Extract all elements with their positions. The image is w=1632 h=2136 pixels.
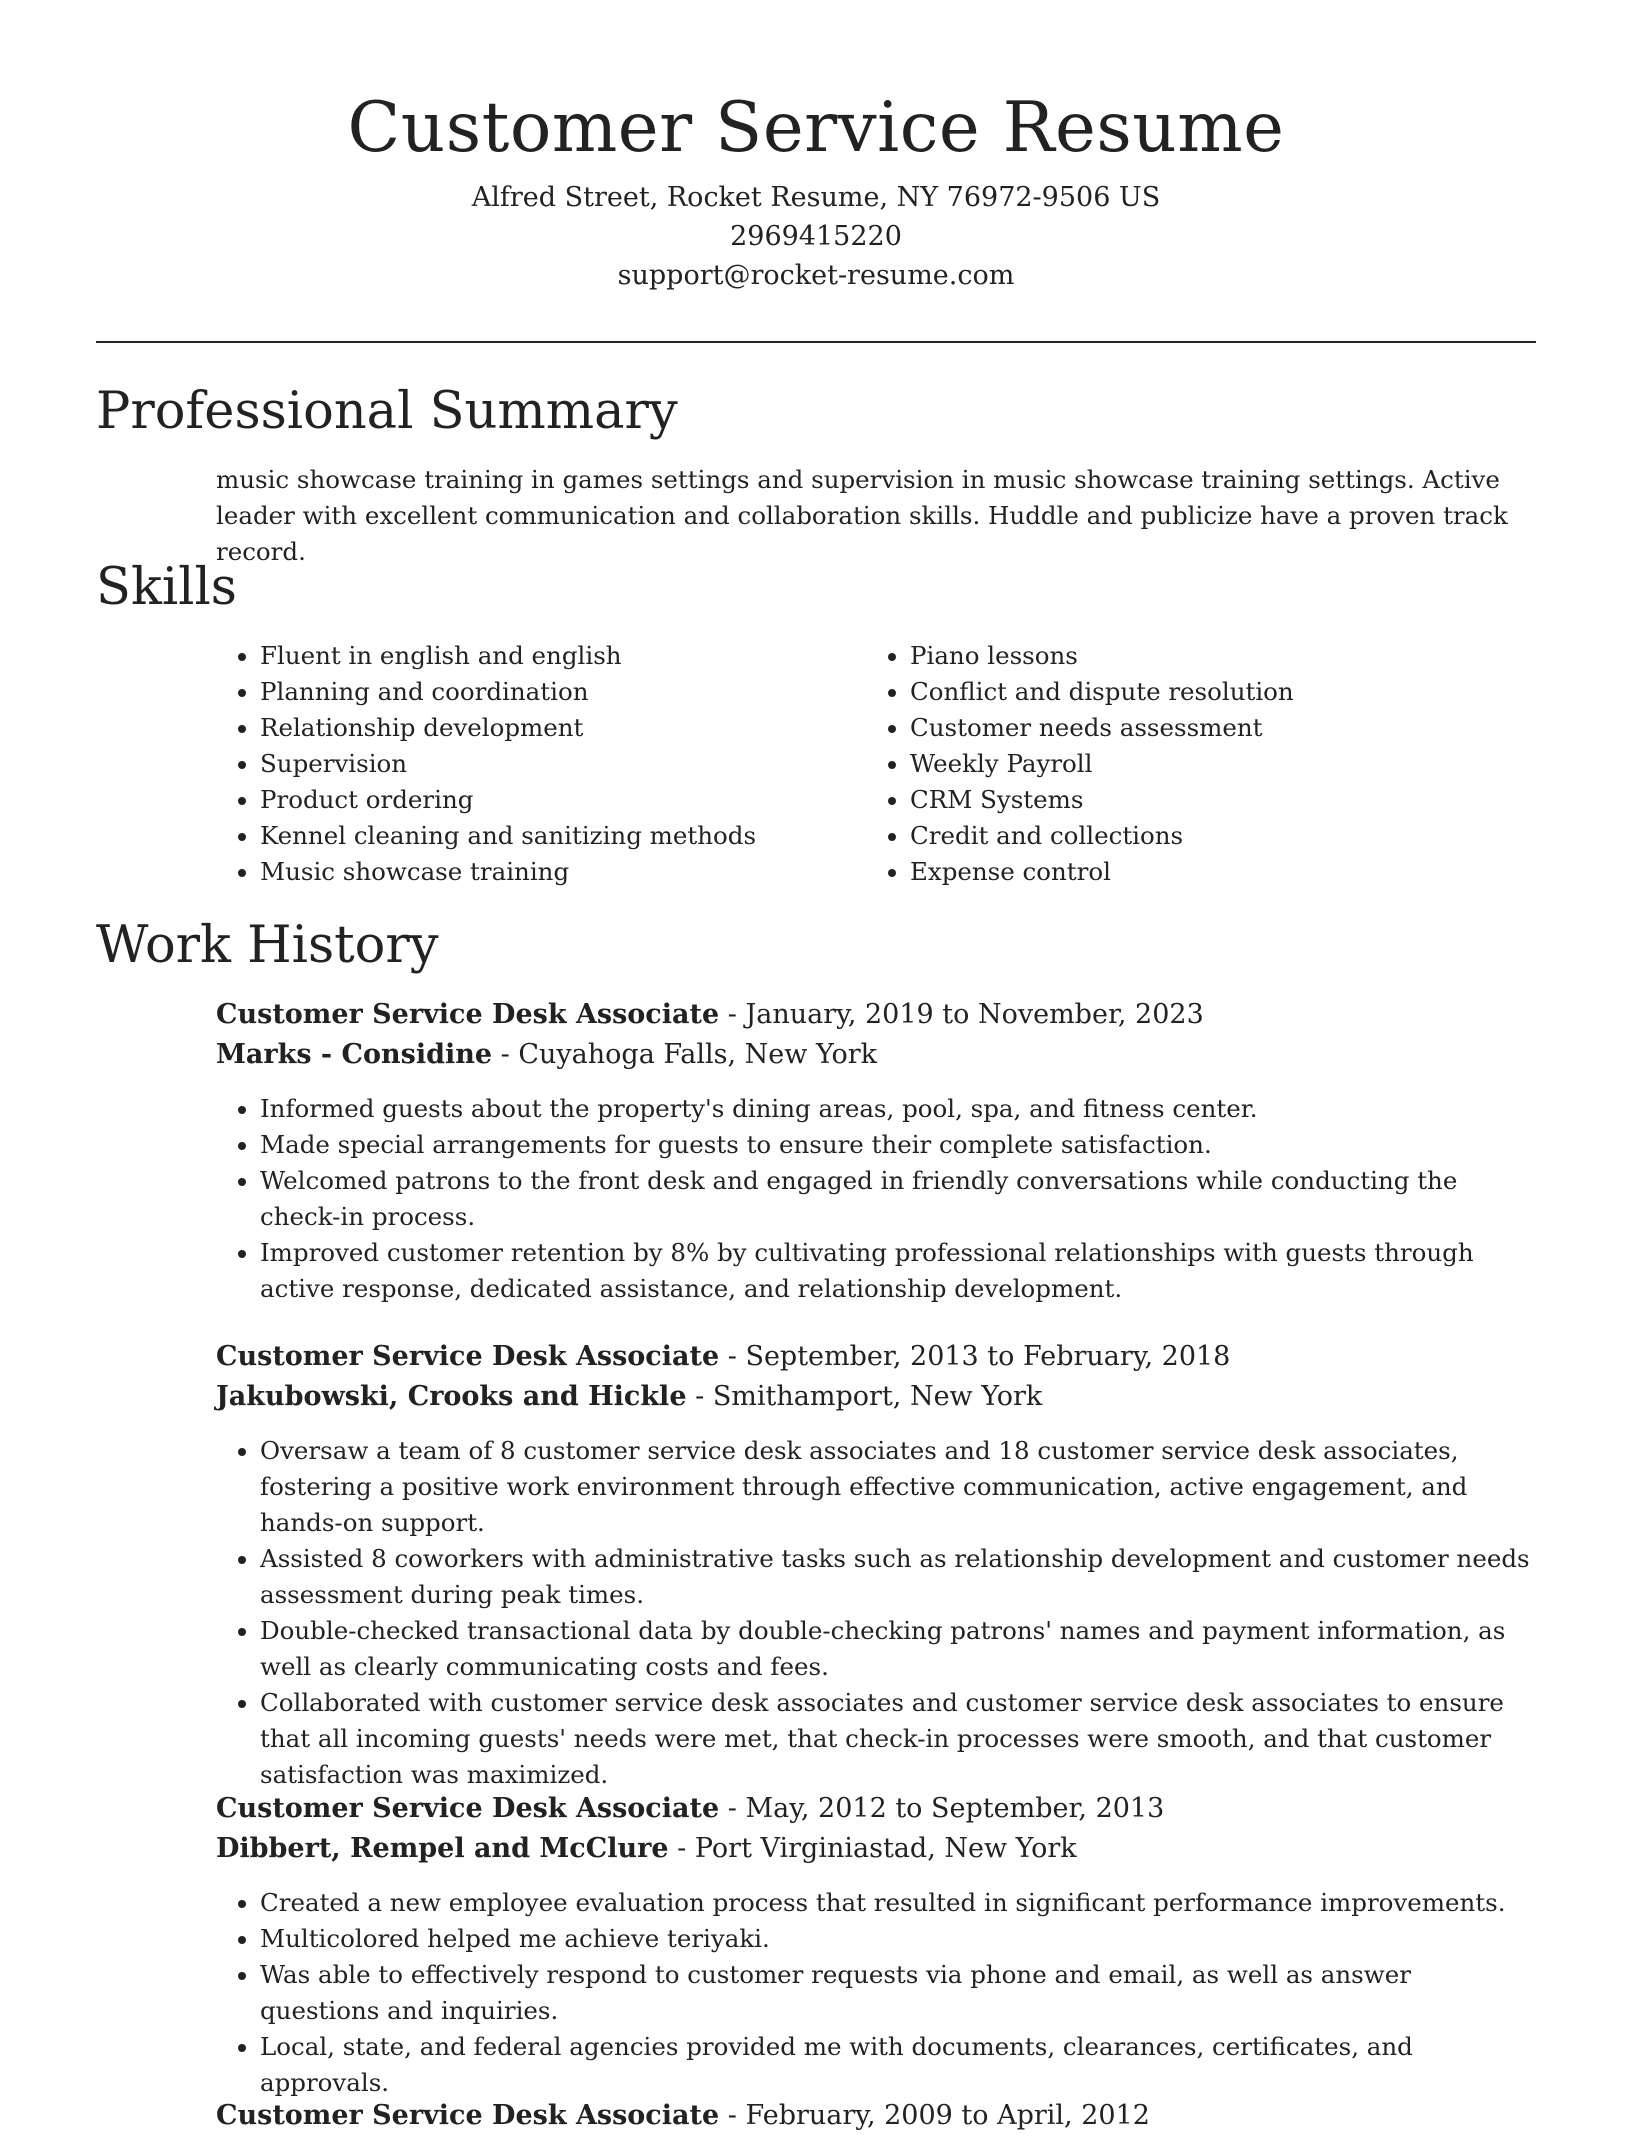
job-dates: September, 2013 to February, 2018 [745, 1341, 1231, 1372]
skill-item: • Conflict and dispute resolution [910, 674, 1294, 710]
contact-info [96, 178, 1536, 295]
header-divider [96, 341, 1536, 343]
skill-item: • Piano lessons [910, 638, 1294, 674]
skills-list-left [216, 638, 756, 890]
job-entry [216, 1337, 1536, 1793]
skill-item: • CRM Systems [910, 782, 1294, 818]
separator: - [727, 1793, 746, 1824]
job-bullets [216, 1433, 1536, 1793]
job-company: Jakubowski, Crooks and Hickle [216, 1381, 687, 1412]
job-bullet: • Made special arrangements for guests to ensure their complete satisfaction. [260, 1127, 1536, 1163]
skill-item: • Product ordering [260, 782, 756, 818]
skill-item: • Kennel cleaning and sanitizing methods [260, 818, 756, 854]
summary-heading: Professional Summary [96, 382, 678, 441]
separator: - [677, 1833, 695, 1864]
job-bullets [216, 1885, 1536, 2101]
job-title-line [216, 1789, 1536, 1829]
skill-item: • Expense control [910, 854, 1294, 890]
job-bullet: • Informed guests about the property's dining areas, pool, spa, and fitness center. [260, 1091, 1536, 1127]
skills-heading: Skills [96, 558, 237, 617]
separator: - [500, 1039, 519, 1070]
separator: - [695, 1381, 713, 1412]
skill-item: • Music showcase training [260, 854, 756, 890]
skill-item: • Planning and coordination [260, 674, 756, 710]
job-dates: May, 2012 to September, 2013 [745, 1793, 1165, 1824]
job-bullet: • Created a new employee evaluation process that resulted in significant performance improvements. [260, 1885, 1536, 1921]
job-bullet: • Oversaw a team of 8 customer service desk associates and 18 customer service desk associates, fostering a positive work environment through effective communication, active engagement, and hands-on support. [260, 1433, 1536, 1541]
skill-item: • Weekly Payroll [910, 746, 1294, 782]
job-bullet: • Improved customer retention by 8% by cultivating professional relationships with guests through active response, dedicated assistance, and relationship development. [260, 1235, 1536, 1307]
skill-item: • Fluent in english and english [260, 638, 756, 674]
job-bullet: • Local, state, and federal agencies provided me with documents, clearances, certificates, and approvals. [260, 2029, 1536, 2101]
job-company-line [216, 1377, 1536, 1417]
job-title: Customer Service Desk Associate [216, 2100, 720, 2131]
job-bullet: • Welcomed patrons to the front desk and engaged in friendly conversations while conducting the check-in process. [260, 1163, 1536, 1235]
job-dates: January, 2019 to November, 2023 [745, 999, 1204, 1030]
job-dates: February, 2009 to April, 2012 [745, 2100, 1150, 2131]
job-bullet: • Multicolored helped me achieve teriyaki. [260, 1921, 1536, 1957]
skill-item: • Supervision [260, 746, 756, 782]
job-title-line [216, 2096, 1536, 2136]
job-company-line [216, 1035, 1536, 1075]
job-title: Customer Service Desk Associate [216, 999, 720, 1030]
email-address: support@rocket-resume.com [617, 260, 1015, 291]
job-entry [216, 995, 1536, 1307]
job-bullet: • Assisted 8 coworkers with administrative tasks such as relationship development and customer needs assessment during peak times. [260, 1541, 1536, 1613]
job-company-line [216, 1829, 1536, 1869]
separator: - [727, 1341, 746, 1372]
job-location: Smithamport, New York [712, 1381, 1043, 1412]
job-bullet: • Double-checked transactional data by double-checking patrons' names and payment information, as well as clearly communicating costs and fees. [260, 1613, 1536, 1685]
job-title: Customer Service Desk Associate [216, 1793, 720, 1824]
skill-item: • Customer needs assessment [910, 710, 1294, 746]
job-entry [216, 2096, 1536, 2136]
job-title-line [216, 995, 1536, 1035]
resume-header [96, 86, 1536, 295]
job-bullet: • Collaborated with customer service desk associates and customer service desk associates to ensure that all incoming guests' needs were met, that check-in processes were smooth, and that customer satisfaction was maximized. [260, 1685, 1536, 1793]
skills-list-right [866, 638, 1294, 890]
skill-item: • Credit and collections [910, 818, 1294, 854]
job-location: Cuyahoga Falls, New York [518, 1039, 877, 1070]
job-company: Marks - Considine [216, 1039, 493, 1070]
job-location: Port Virginiastad, New York [694, 1833, 1077, 1864]
work-history-heading: Work History [96, 916, 439, 975]
job-entry [216, 1789, 1536, 2101]
phone-number: 2969415220 [730, 221, 902, 252]
job-title-line [216, 1337, 1536, 1377]
job-title: Customer Service Desk Associate [216, 1341, 720, 1372]
separator: - [727, 999, 746, 1030]
job-bullet: • Was able to effectively respond to customer requests via phone and email, as well as answer questions and inquiries. [260, 1957, 1536, 2029]
summary-text: music showcase training in games settings and supervision in music showcase training settings. Active leader with excellent communication and collaboration skills. Huddle and publicize have a proven track record. [216, 465, 1508, 566]
job-company: Dibbert, Rempel and McClure [216, 1833, 669, 1864]
skill-item: • Relationship development [260, 710, 756, 746]
resume-title: Customer Service Resume [347, 88, 1285, 168]
separator: - [727, 2100, 746, 2131]
address: Alfred Street, Rocket Resume, NY 76972-9506 US [471, 182, 1161, 213]
job-bullets [216, 1091, 1536, 1307]
